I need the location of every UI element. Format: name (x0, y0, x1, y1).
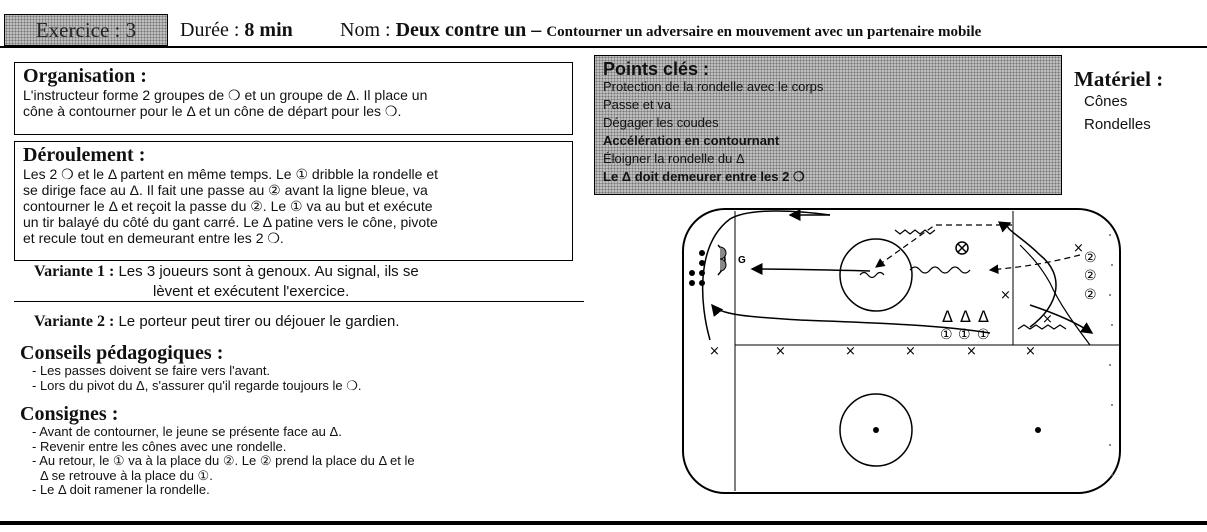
duration-value: 8 min (244, 19, 293, 41)
name-label: Nom : (340, 19, 396, 41)
cone-marker: × (1042, 312, 1053, 327)
exercise-label: Exercice : 3 (35, 17, 137, 42)
player-1-symbol: ① (940, 327, 953, 343)
exercise-name (340, 19, 981, 42)
cone-marker: × (905, 344, 916, 359)
faceoff-dot (1035, 427, 1041, 433)
player-2-symbol: ② (1084, 250, 1097, 266)
point-item: Protection de la rondelle avec le corps (603, 79, 824, 94)
organisation-line: L'instructeur forme 2 groupes de ❍ et un groupe de Δ. Il place un (23, 87, 428, 103)
puck (699, 250, 705, 256)
defender-symbol: Δ (978, 307, 989, 326)
name-subtitle: Contourner un adversaire en mouvement avec un partenaire mobile (546, 24, 982, 40)
materiel-title: Matériel : (1074, 67, 1164, 91)
consignes-list (20, 425, 580, 498)
cone-marker: × (1000, 288, 1011, 303)
point-item: Dégager les coudes (603, 115, 719, 130)
cone-marker: × (845, 344, 856, 359)
rink-boards (683, 209, 1120, 493)
footer-rule (0, 521, 1207, 525)
list-item: - Le Δ doit ramener la rondelle. (32, 482, 210, 497)
organisation-line: cône à contourner pour le Δ et un cône de départ pour les ❍. (23, 103, 402, 119)
deroulement-line: contourner le Δ et reçoit la passe du ②. Le ① va au but et exécute (23, 198, 433, 214)
player-2-symbol: ② (1084, 268, 1097, 284)
variante-divider (14, 301, 584, 302)
variante-2-text: Le porteur peut tirer ou déjouer le gardien. (118, 313, 400, 330)
duration-label: Durée : (180, 19, 245, 41)
list-item: - Avant de contourner, le jeune se présente face au Δ. (32, 424, 342, 439)
organisation-section (14, 62, 573, 135)
defender-symbol: Δ (960, 307, 971, 326)
variante-2 (34, 313, 399, 331)
defenders (942, 307, 989, 326)
defender-symbol: Δ (942, 307, 953, 326)
organisation-title: Organisation : (23, 65, 147, 87)
points-cles-section (594, 55, 1062, 195)
name-value: Deux contre un – (395, 19, 542, 41)
player-1-symbol: ① (977, 327, 990, 343)
organisation-text (23, 87, 564, 119)
list-item: - Revenir entre les cônes avec une rondelle. (32, 438, 287, 454)
header-rule (0, 46, 1207, 48)
deroulement-line: et recule tout en demeurant entre les 2 ❍. (23, 230, 284, 246)
deroulement-line: Les 2 ❍ et le Δ partent en même temps. Le ① dribble la rondelle et (23, 166, 439, 182)
deroulement-section (14, 141, 573, 261)
variante-1-label: Variante 1 : (34, 263, 115, 280)
player-2-symbol: ② (1084, 287, 1097, 303)
variante-1-text: Les 3 joueurs sont à genoux. Au signal, ils se (118, 263, 419, 280)
faceoff-dot (873, 427, 879, 433)
exercise-number-badge (4, 14, 168, 46)
cone-marker: × (1073, 241, 1084, 256)
materiel-section (1074, 68, 1199, 136)
deroulement-title: Déroulement : (23, 144, 146, 166)
consignes-title: Consignes : (20, 403, 119, 425)
point-item: Passe et va (603, 97, 671, 112)
materiel-item: Rondelles (1084, 116, 1151, 133)
cone-marker: × (966, 344, 977, 359)
rink-diagram (680, 205, 1125, 500)
conseils-section (20, 342, 580, 393)
deroulement-line: se dirige face au Δ. Il fait une passe au ② avant la ligne bleue, va (23, 182, 428, 198)
materiel-item: Cônes (1084, 93, 1128, 110)
list-item: - Au retour, le ① va à la place du ②. Le ② prend la place du Δ et le (32, 453, 415, 468)
goalie-label: G (738, 255, 746, 266)
variante-2-label: Variante 2 : (34, 313, 115, 330)
deroulement-line: un tir balayé du côté du gant carré. Le Δ patine vers le cône, pivote (23, 214, 438, 230)
list-item: - Les passes doivent se faire vers l'avant. (32, 363, 271, 378)
variante-1 (34, 263, 419, 281)
conseils-title: Conseils pédagogiques : (20, 342, 224, 364)
cone-marker: × (1025, 344, 1036, 359)
puck (689, 270, 695, 276)
cone-marker: × (775, 344, 786, 359)
point-item: Accélération en contournant (603, 133, 780, 148)
points-cles-title: Points clés : (603, 59, 710, 79)
puck (689, 280, 695, 286)
player-1-symbol: ① (958, 327, 971, 343)
cone-marker: × (709, 344, 720, 359)
duration (180, 19, 293, 42)
list-item: - Lors du pivot du Δ, s'assurer qu'il regarde toujours le ❍. (32, 377, 362, 393)
players-2 (1084, 250, 1097, 303)
deroulement-text (23, 166, 564, 246)
consignes-section (20, 403, 580, 498)
point-item: Le Δ doit demeurer entre les 2 ❍ (603, 169, 805, 184)
conseils-list (20, 364, 580, 393)
list-item: Δ se retrouve à la place du ①. (40, 467, 213, 483)
variante-1-text-line2: lèvent et exécutent l'exercice. (153, 283, 350, 300)
point-item: Éloigner la rondelle du Δ (603, 151, 745, 166)
